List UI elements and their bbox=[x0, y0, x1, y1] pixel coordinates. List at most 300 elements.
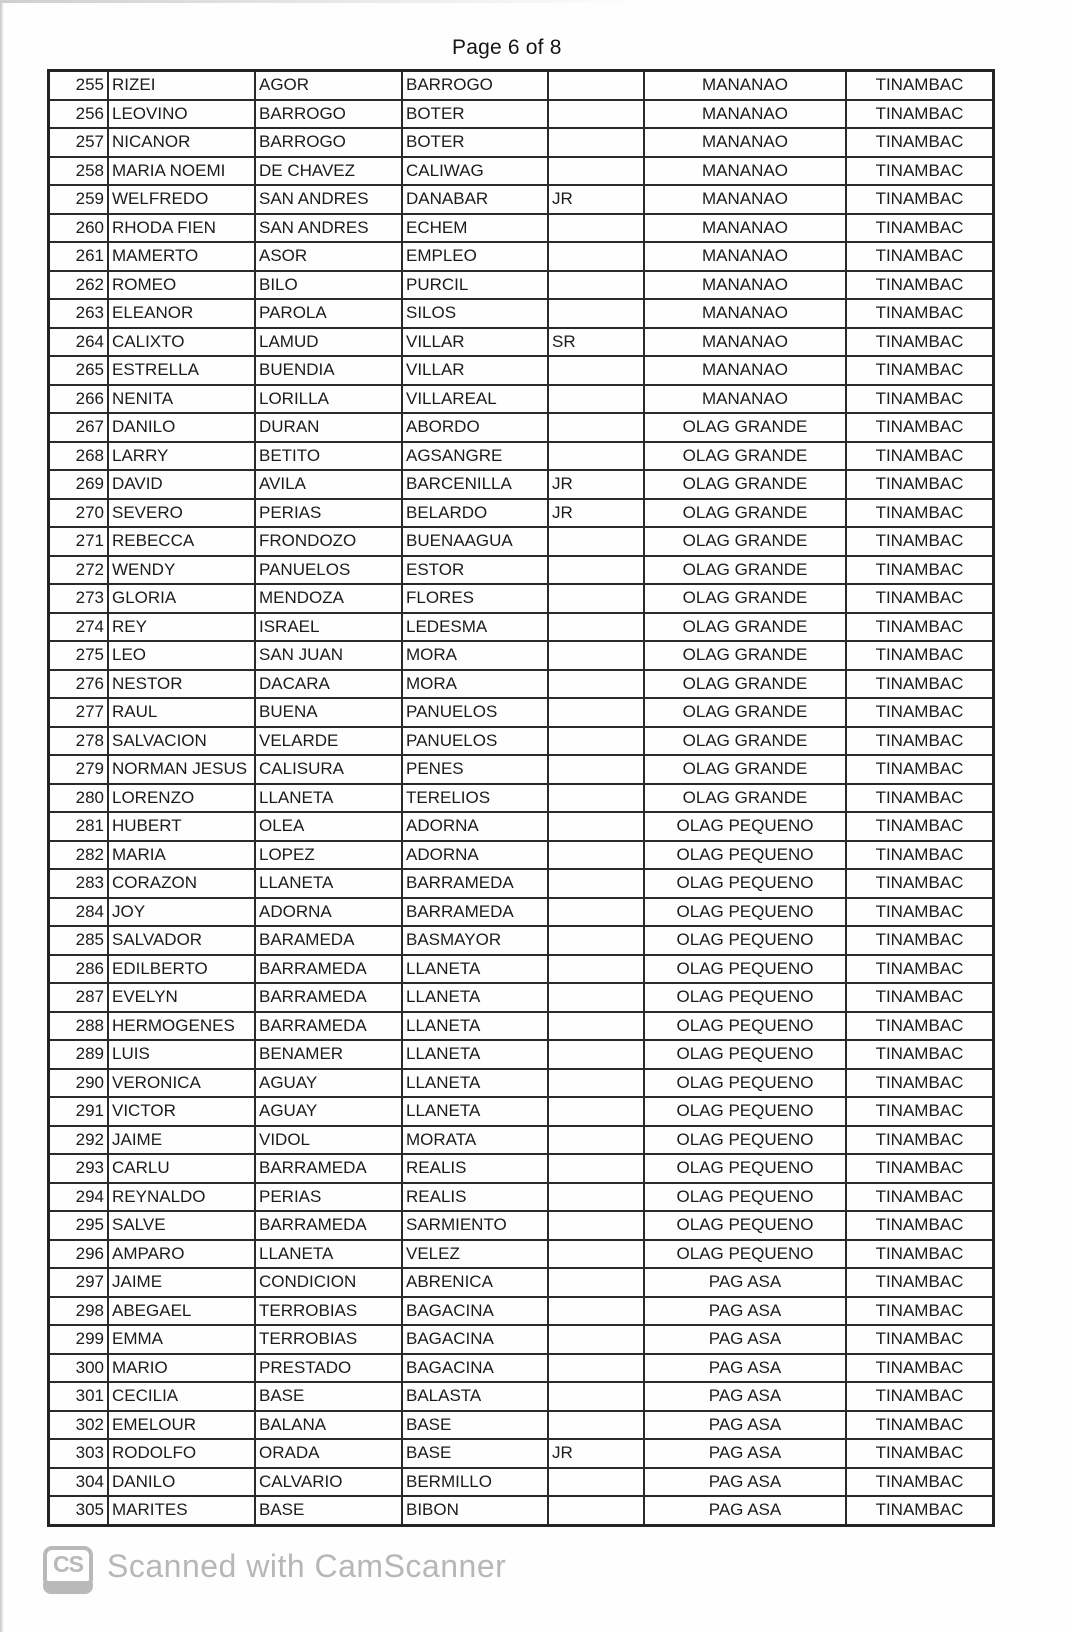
barangay-cell: PAG ASA bbox=[644, 1439, 846, 1468]
last-name-cell: BASE bbox=[402, 1411, 548, 1440]
municipality-cell: TINAMBAC bbox=[846, 1297, 994, 1326]
municipality-cell: TINAMBAC bbox=[846, 1411, 994, 1440]
middle-name-cell: DURAN bbox=[255, 413, 402, 442]
barangay-cell: MANANAO bbox=[644, 185, 846, 214]
residents-table-body bbox=[49, 71, 994, 1526]
middle-name-cell: PERIAS bbox=[255, 499, 402, 528]
table-row bbox=[49, 1154, 994, 1183]
last-name-cell: REALIS bbox=[402, 1154, 548, 1183]
middle-name-cell: BARROGO bbox=[255, 128, 402, 157]
barangay-cell: PAG ASA bbox=[644, 1411, 846, 1440]
barangay-cell: PAG ASA bbox=[644, 1325, 846, 1354]
table-row bbox=[49, 584, 994, 613]
middle-name-cell: DE CHAVEZ bbox=[255, 157, 402, 186]
suffix-cell bbox=[548, 1097, 644, 1126]
barangay-cell: MANANAO bbox=[644, 299, 846, 328]
row-number-cell: 302 bbox=[49, 1411, 109, 1440]
table-row bbox=[49, 1211, 994, 1240]
row-number-cell: 303 bbox=[49, 1439, 109, 1468]
row-number-cell: 290 bbox=[49, 1069, 109, 1098]
first-name-cell: EMMA bbox=[108, 1325, 255, 1354]
row-number-cell: 273 bbox=[49, 584, 109, 613]
suffix-cell bbox=[548, 1382, 644, 1411]
first-name-cell: NESTOR bbox=[108, 670, 255, 699]
middle-name-cell: BARRAMEDA bbox=[255, 1154, 402, 1183]
last-name-cell: SILOS bbox=[402, 299, 548, 328]
barangay-cell: OLAG PEQUENO bbox=[644, 1183, 846, 1212]
last-name-cell: VILLAREAL bbox=[402, 385, 548, 414]
row-number-cell: 296 bbox=[49, 1240, 109, 1269]
suffix-cell bbox=[548, 641, 644, 670]
middle-name-cell: LOPEZ bbox=[255, 841, 402, 870]
middle-name-cell: BARRAMEDA bbox=[255, 955, 402, 984]
table-row bbox=[49, 812, 994, 841]
municipality-cell: TINAMBAC bbox=[846, 584, 994, 613]
barangay-cell: PAG ASA bbox=[644, 1382, 846, 1411]
table-row bbox=[49, 1411, 994, 1440]
last-name-cell: BAGACINA bbox=[402, 1297, 548, 1326]
first-name-cell: LEO bbox=[108, 641, 255, 670]
table-row bbox=[49, 1468, 994, 1497]
first-name-cell: VICTOR bbox=[108, 1097, 255, 1126]
first-name-cell: VERONICA bbox=[108, 1069, 255, 1098]
table-row bbox=[49, 1382, 994, 1411]
suffix-cell bbox=[548, 1496, 644, 1525]
municipality-cell: TINAMBAC bbox=[846, 1439, 994, 1468]
last-name-cell: LLANETA bbox=[402, 955, 548, 984]
barangay-cell: OLAG GRANDE bbox=[644, 442, 846, 471]
suffix-cell bbox=[548, 841, 644, 870]
municipality-cell: TINAMBAC bbox=[846, 727, 994, 756]
row-number-cell: 293 bbox=[49, 1154, 109, 1183]
row-number-cell: 265 bbox=[49, 356, 109, 385]
municipality-cell: TINAMBAC bbox=[846, 1496, 994, 1525]
table-row bbox=[49, 1297, 994, 1326]
last-name-cell: ECHEM bbox=[402, 214, 548, 243]
suffix-cell: SR bbox=[548, 328, 644, 357]
municipality-cell: TINAMBAC bbox=[846, 128, 994, 157]
barangay-cell: OLAG PEQUENO bbox=[644, 812, 846, 841]
suffix-cell bbox=[548, 527, 644, 556]
suffix-cell: JR bbox=[548, 470, 644, 499]
table-row bbox=[49, 784, 994, 813]
suffix-cell bbox=[548, 385, 644, 414]
row-number-cell: 288 bbox=[49, 1012, 109, 1041]
suffix-cell bbox=[548, 727, 644, 756]
last-name-cell: BARRAMEDA bbox=[402, 869, 548, 898]
middle-name-cell: ASOR bbox=[255, 242, 402, 271]
suffix-cell bbox=[548, 784, 644, 813]
last-name-cell: AGSANGRE bbox=[402, 442, 548, 471]
table-row bbox=[49, 1069, 994, 1098]
barangay-cell: OLAG PEQUENO bbox=[644, 841, 846, 870]
municipality-cell: TINAMBAC bbox=[846, 613, 994, 642]
middle-name-cell: TERROBIAS bbox=[255, 1297, 402, 1326]
suffix-cell bbox=[548, 1297, 644, 1326]
suffix-cell bbox=[548, 812, 644, 841]
row-number-cell: 295 bbox=[49, 1211, 109, 1240]
barangay-cell: OLAG GRANDE bbox=[644, 670, 846, 699]
suffix-cell bbox=[548, 556, 644, 585]
municipality-cell: TINAMBAC bbox=[846, 869, 994, 898]
suffix-cell bbox=[548, 1012, 644, 1041]
middle-name-cell: BUENA bbox=[255, 698, 402, 727]
row-number-cell: 268 bbox=[49, 442, 109, 471]
first-name-cell: RAUL bbox=[108, 698, 255, 727]
barangay-cell: PAG ASA bbox=[644, 1268, 846, 1297]
municipality-cell: TINAMBAC bbox=[846, 356, 994, 385]
table-row bbox=[49, 100, 994, 129]
table-row bbox=[49, 641, 994, 670]
municipality-cell: TINAMBAC bbox=[846, 1468, 994, 1497]
last-name-cell: SARMIENTO bbox=[402, 1211, 548, 1240]
table-row bbox=[49, 698, 994, 727]
row-number-cell: 276 bbox=[49, 670, 109, 699]
first-name-cell: SEVERO bbox=[108, 499, 255, 528]
middle-name-cell: BARROGO bbox=[255, 100, 402, 129]
suffix-cell bbox=[548, 926, 644, 955]
row-number-cell: 297 bbox=[49, 1268, 109, 1297]
row-number-cell: 294 bbox=[49, 1183, 109, 1212]
first-name-cell: DANILO bbox=[108, 1468, 255, 1497]
first-name-cell: CECILIA bbox=[108, 1382, 255, 1411]
middle-name-cell: SAN ANDRES bbox=[255, 214, 402, 243]
table-row bbox=[49, 869, 994, 898]
suffix-cell: JR bbox=[548, 185, 644, 214]
suffix-cell bbox=[548, 271, 644, 300]
table-row bbox=[49, 385, 994, 414]
first-name-cell: RIZEI bbox=[108, 71, 255, 100]
municipality-cell: TINAMBAC bbox=[846, 755, 994, 784]
municipality-cell: TINAMBAC bbox=[846, 698, 994, 727]
table-row bbox=[49, 926, 994, 955]
barangay-cell: PAG ASA bbox=[644, 1468, 846, 1497]
suffix-cell bbox=[548, 755, 644, 784]
municipality-cell: TINAMBAC bbox=[846, 1126, 994, 1155]
table-row bbox=[49, 1012, 994, 1041]
municipality-cell: TINAMBAC bbox=[846, 470, 994, 499]
municipality-cell: TINAMBAC bbox=[846, 385, 994, 414]
barangay-cell: MANANAO bbox=[644, 242, 846, 271]
last-name-cell: BOTER bbox=[402, 128, 548, 157]
barangay-cell: OLAG PEQUENO bbox=[644, 1126, 846, 1155]
suffix-cell bbox=[548, 1069, 644, 1098]
barangay-cell: MANANAO bbox=[644, 356, 846, 385]
first-name-cell: MARITES bbox=[108, 1496, 255, 1525]
row-number-cell: 255 bbox=[49, 71, 109, 100]
table-row bbox=[49, 413, 994, 442]
barangay-cell: OLAG GRANDE bbox=[644, 755, 846, 784]
first-name-cell: DANILO bbox=[108, 413, 255, 442]
row-number-cell: 270 bbox=[49, 499, 109, 528]
first-name-cell: REYNALDO bbox=[108, 1183, 255, 1212]
row-number-cell: 285 bbox=[49, 926, 109, 955]
row-number-cell: 305 bbox=[49, 1496, 109, 1525]
last-name-cell: BARCENILLA bbox=[402, 470, 548, 499]
suffix-cell bbox=[548, 1183, 644, 1212]
municipality-cell: TINAMBAC bbox=[846, 641, 994, 670]
barangay-cell: OLAG PEQUENO bbox=[644, 983, 846, 1012]
row-number-cell: 289 bbox=[49, 1040, 109, 1069]
suffix-cell bbox=[548, 128, 644, 157]
first-name-cell: ABEGAEL bbox=[108, 1297, 255, 1326]
table-row bbox=[49, 1126, 994, 1155]
last-name-cell: PANUELOS bbox=[402, 727, 548, 756]
suffix-cell bbox=[548, 584, 644, 613]
first-name-cell: DAVID bbox=[108, 470, 255, 499]
table-row bbox=[49, 556, 994, 585]
table-row bbox=[49, 841, 994, 870]
middle-name-cell: PERIAS bbox=[255, 1183, 402, 1212]
watermark-label: Scanned with CamScanner bbox=[107, 1548, 507, 1584]
middle-name-cell: SAN JUAN bbox=[255, 641, 402, 670]
table-row bbox=[49, 470, 994, 499]
row-number-cell: 280 bbox=[49, 784, 109, 813]
last-name-cell: MORA bbox=[402, 641, 548, 670]
barangay-cell: OLAG GRANDE bbox=[644, 613, 846, 642]
table-row bbox=[49, 157, 994, 186]
suffix-cell: JR bbox=[548, 1439, 644, 1468]
municipality-cell: TINAMBAC bbox=[846, 1382, 994, 1411]
row-number-cell: 281 bbox=[49, 812, 109, 841]
table-row bbox=[49, 1325, 994, 1354]
last-name-cell: PURCIL bbox=[402, 271, 548, 300]
row-number-cell: 284 bbox=[49, 898, 109, 927]
municipality-cell: TINAMBAC bbox=[846, 1240, 994, 1269]
table-row bbox=[49, 214, 994, 243]
first-name-cell: ROMEO bbox=[108, 271, 255, 300]
row-number-cell: 283 bbox=[49, 869, 109, 898]
last-name-cell: REALIS bbox=[402, 1183, 548, 1212]
municipality-cell: TINAMBAC bbox=[846, 299, 994, 328]
page-number-label: Page 6 of 8 bbox=[452, 36, 562, 59]
table-row bbox=[49, 1240, 994, 1269]
row-number-cell: 301 bbox=[49, 1382, 109, 1411]
first-name-cell: RHODA FIEN bbox=[108, 214, 255, 243]
barangay-cell: OLAG GRANDE bbox=[644, 499, 846, 528]
municipality-cell: TINAMBAC bbox=[846, 1154, 994, 1183]
first-name-cell: EDILBERTO bbox=[108, 955, 255, 984]
municipality-cell: TINAMBAC bbox=[846, 955, 994, 984]
row-number-cell: 271 bbox=[49, 527, 109, 556]
first-name-cell: AMPARO bbox=[108, 1240, 255, 1269]
row-number-cell: 261 bbox=[49, 242, 109, 271]
barangay-cell: MANANAO bbox=[644, 71, 846, 100]
middle-name-cell: LLANETA bbox=[255, 1240, 402, 1269]
barangay-cell: OLAG PEQUENO bbox=[644, 926, 846, 955]
middle-name-cell: LLANETA bbox=[255, 784, 402, 813]
row-number-cell: 264 bbox=[49, 328, 109, 357]
suffix-cell bbox=[548, 1468, 644, 1497]
first-name-cell: GLORIA bbox=[108, 584, 255, 613]
last-name-cell: BASMAYOR bbox=[402, 926, 548, 955]
table-row bbox=[49, 527, 994, 556]
table-row bbox=[49, 955, 994, 984]
municipality-cell: TINAMBAC bbox=[846, 1097, 994, 1126]
first-name-cell: JOY bbox=[108, 898, 255, 927]
first-name-cell: SALVE bbox=[108, 1211, 255, 1240]
row-number-cell: 269 bbox=[49, 470, 109, 499]
suffix-cell bbox=[548, 214, 644, 243]
first-name-cell: NICANOR bbox=[108, 128, 255, 157]
municipality-cell: TINAMBAC bbox=[846, 670, 994, 699]
municipality-cell: TINAMBAC bbox=[846, 1069, 994, 1098]
first-name-cell: ELEANOR bbox=[108, 299, 255, 328]
municipality-cell: TINAMBAC bbox=[846, 983, 994, 1012]
residents-table bbox=[47, 69, 995, 1527]
middle-name-cell: TERROBIAS bbox=[255, 1325, 402, 1354]
last-name-cell: ABORDO bbox=[402, 413, 548, 442]
suffix-cell bbox=[548, 1325, 644, 1354]
last-name-cell: LLANETA bbox=[402, 1097, 548, 1126]
table-row bbox=[49, 898, 994, 927]
last-name-cell: TERELIOS bbox=[402, 784, 548, 813]
table-row bbox=[49, 442, 994, 471]
barangay-cell: OLAG GRANDE bbox=[644, 470, 846, 499]
middle-name-cell: MENDOZA bbox=[255, 584, 402, 613]
last-name-cell: BAGACINA bbox=[402, 1354, 548, 1383]
last-name-cell: EMPLEO bbox=[402, 242, 548, 271]
row-number-cell: 286 bbox=[49, 955, 109, 984]
row-number-cell: 267 bbox=[49, 413, 109, 442]
last-name-cell: BERMILLO bbox=[402, 1468, 548, 1497]
suffix-cell bbox=[548, 157, 644, 186]
middle-name-cell: PANUELOS bbox=[255, 556, 402, 585]
suffix-cell bbox=[548, 1268, 644, 1297]
row-number-cell: 287 bbox=[49, 983, 109, 1012]
middle-name-cell: BASE bbox=[255, 1382, 402, 1411]
row-number-cell: 259 bbox=[49, 185, 109, 214]
last-name-cell: VELEZ bbox=[402, 1240, 548, 1269]
table-row bbox=[49, 128, 994, 157]
suffix-cell bbox=[548, 613, 644, 642]
barangay-cell: OLAG GRANDE bbox=[644, 784, 846, 813]
row-number-cell: 266 bbox=[49, 385, 109, 414]
municipality-cell: TINAMBAC bbox=[846, 1268, 994, 1297]
suffix-cell bbox=[548, 983, 644, 1012]
first-name-cell: MARIO bbox=[108, 1354, 255, 1383]
first-name-cell: MARIA NOEMI bbox=[108, 157, 255, 186]
table-row bbox=[49, 271, 994, 300]
barangay-cell: OLAG PEQUENO bbox=[644, 1211, 846, 1240]
barangay-cell: OLAG PEQUENO bbox=[644, 869, 846, 898]
suffix-cell bbox=[548, 955, 644, 984]
middle-name-cell: AGUAY bbox=[255, 1069, 402, 1098]
barangay-cell: OLAG GRANDE bbox=[644, 527, 846, 556]
barangay-cell: MANANAO bbox=[644, 385, 846, 414]
middle-name-cell: BETITO bbox=[255, 442, 402, 471]
barangay-cell: MANANAO bbox=[644, 214, 846, 243]
suffix-cell bbox=[548, 1211, 644, 1240]
middle-name-cell: DACARA bbox=[255, 670, 402, 699]
municipality-cell: TINAMBAC bbox=[846, 1325, 994, 1354]
row-number-cell: 304 bbox=[49, 1468, 109, 1497]
last-name-cell: MORATA bbox=[402, 1126, 548, 1155]
row-number-cell: 263 bbox=[49, 299, 109, 328]
last-name-cell: BUENAAGUA bbox=[402, 527, 548, 556]
last-name-cell: BARROGO bbox=[402, 71, 548, 100]
last-name-cell: LLANETA bbox=[402, 1012, 548, 1041]
middle-name-cell: BENAMER bbox=[255, 1040, 402, 1069]
table-row bbox=[49, 499, 994, 528]
barangay-cell: OLAG PEQUENO bbox=[644, 1069, 846, 1098]
municipality-cell: TINAMBAC bbox=[846, 784, 994, 813]
municipality-cell: TINAMBAC bbox=[846, 1183, 994, 1212]
municipality-cell: TINAMBAC bbox=[846, 1040, 994, 1069]
row-number-cell: 258 bbox=[49, 157, 109, 186]
first-name-cell: CARLU bbox=[108, 1154, 255, 1183]
middle-name-cell: PAROLA bbox=[255, 299, 402, 328]
last-name-cell: LEDESMA bbox=[402, 613, 548, 642]
first-name-cell: RODOLFO bbox=[108, 1439, 255, 1468]
first-name-cell: JAIME bbox=[108, 1268, 255, 1297]
table-row bbox=[49, 242, 994, 271]
first-name-cell: HUBERT bbox=[108, 812, 255, 841]
middle-name-cell: LORILLA bbox=[255, 385, 402, 414]
middle-name-cell: ISRAEL bbox=[255, 613, 402, 642]
barangay-cell: OLAG GRANDE bbox=[644, 584, 846, 613]
last-name-cell: BAGACINA bbox=[402, 1325, 548, 1354]
barangay-cell: OLAG PEQUENO bbox=[644, 1012, 846, 1041]
municipality-cell: TINAMBAC bbox=[846, 841, 994, 870]
municipality-cell: TINAMBAC bbox=[846, 926, 994, 955]
barangay-cell: OLAG PEQUENO bbox=[644, 1240, 846, 1269]
table-row bbox=[49, 1040, 994, 1069]
barangay-cell: PAG ASA bbox=[644, 1496, 846, 1525]
first-name-cell: LUIS bbox=[108, 1040, 255, 1069]
table-row bbox=[49, 328, 994, 357]
middle-name-cell: FRONDOZO bbox=[255, 527, 402, 556]
first-name-cell: HERMOGENES bbox=[108, 1012, 255, 1041]
last-name-cell: MORA bbox=[402, 670, 548, 699]
municipality-cell: TINAMBAC bbox=[846, 100, 994, 129]
first-name-cell: JAIME bbox=[108, 1126, 255, 1155]
middle-name-cell: VIDOL bbox=[255, 1126, 402, 1155]
first-name-cell: LORENZO bbox=[108, 784, 255, 813]
last-name-cell: CALIWAG bbox=[402, 157, 548, 186]
row-number-cell: 282 bbox=[49, 841, 109, 870]
municipality-cell: TINAMBAC bbox=[846, 556, 994, 585]
municipality-cell: TINAMBAC bbox=[846, 442, 994, 471]
suffix-cell bbox=[548, 442, 644, 471]
first-name-cell: EMELOUR bbox=[108, 1411, 255, 1440]
middle-name-cell: CALVARIO bbox=[255, 1468, 402, 1497]
barangay-cell: OLAG PEQUENO bbox=[644, 955, 846, 984]
middle-name-cell: BUENDIA bbox=[255, 356, 402, 385]
last-name-cell: VILLAR bbox=[402, 328, 548, 357]
row-number-cell: 260 bbox=[49, 214, 109, 243]
suffix-cell bbox=[548, 1154, 644, 1183]
municipality-cell: TINAMBAC bbox=[846, 499, 994, 528]
suffix-cell bbox=[548, 670, 644, 699]
first-name-cell: LEOVINO bbox=[108, 100, 255, 129]
camscanner-watermark bbox=[0, 1540, 1068, 1610]
row-number-cell: 298 bbox=[49, 1297, 109, 1326]
barangay-cell: OLAG GRANDE bbox=[644, 698, 846, 727]
last-name-cell: DANABAR bbox=[402, 185, 548, 214]
table-row bbox=[49, 356, 994, 385]
municipality-cell: TINAMBAC bbox=[846, 271, 994, 300]
last-name-cell: LLANETA bbox=[402, 1069, 548, 1098]
first-name-cell: REY bbox=[108, 613, 255, 642]
barangay-cell: OLAG PEQUENO bbox=[644, 1154, 846, 1183]
last-name-cell: ABRENICA bbox=[402, 1268, 548, 1297]
suffix-cell: JR bbox=[548, 499, 644, 528]
municipality-cell: TINAMBAC bbox=[846, 812, 994, 841]
table-row bbox=[49, 755, 994, 784]
table-row bbox=[49, 983, 994, 1012]
middle-name-cell: ORADA bbox=[255, 1439, 402, 1468]
